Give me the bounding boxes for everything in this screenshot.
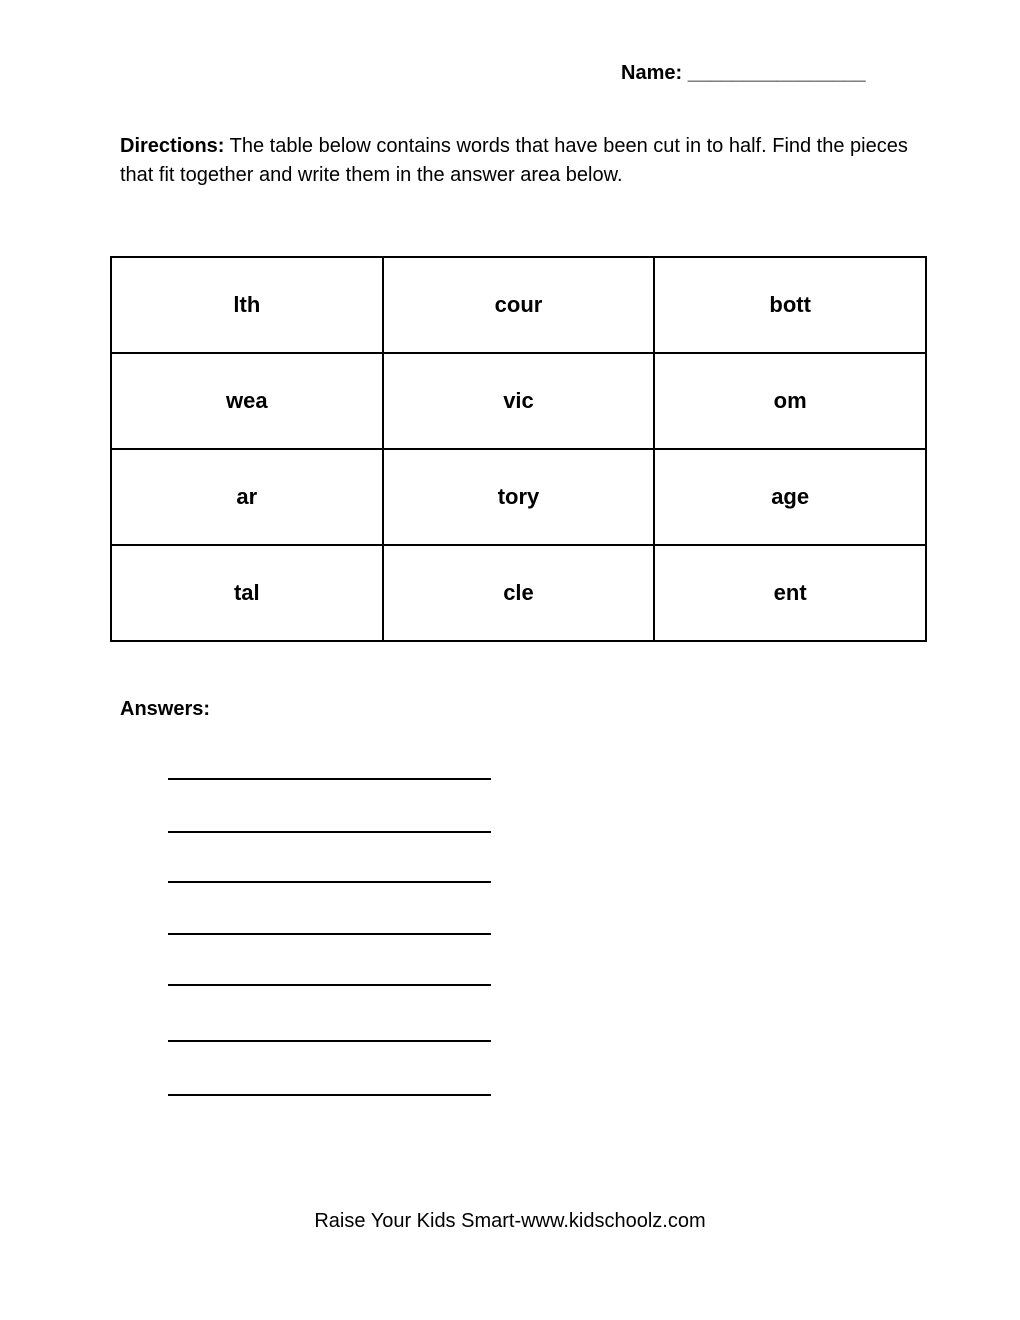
word-piece-cell: bott — [654, 257, 926, 353]
word-piece-cell: tal — [111, 545, 383, 641]
answers-label: Answers: — [120, 698, 211, 720]
word-piece-cell: cour — [383, 257, 655, 353]
directions — [120, 132, 920, 190]
answer-line[interactable] — [168, 778, 491, 780]
word-piece-cell: tory — [383, 449, 655, 545]
answer-line[interactable] — [168, 881, 491, 883]
word-piece-cell: vic — [383, 353, 655, 449]
word-piece-cell: lth — [111, 257, 383, 353]
table-row — [111, 449, 926, 545]
word-piece-cell: ar — [111, 449, 383, 545]
directions-text: The table below contains words that have been cut in to half. Find the pieces that fit together and write them in the answer area below. — [120, 135, 908, 186]
answer-line[interactable] — [168, 984, 491, 986]
name-field[interactable]: Name: ________________ — [621, 62, 866, 84]
answer-line[interactable] — [168, 831, 491, 833]
table-row — [111, 257, 926, 353]
answer-line[interactable] — [168, 1040, 491, 1042]
table-row — [111, 353, 926, 449]
footer-credit: Raise Your Kids Smart-www.kidschoolz.com — [314, 1210, 706, 1232]
word-piece-cell: ent — [654, 545, 926, 641]
word-piece-cell: cle — [383, 545, 655, 641]
word-piece-cell: wea — [111, 353, 383, 449]
answer-line[interactable] — [168, 933, 491, 935]
table-row — [111, 545, 926, 641]
word-piece-cell: om — [654, 353, 926, 449]
word-piece-cell: age — [654, 449, 926, 545]
word-pieces-table — [110, 256, 927, 642]
directions-label: Directions: — [120, 135, 225, 157]
answer-line[interactable] — [168, 1094, 491, 1096]
